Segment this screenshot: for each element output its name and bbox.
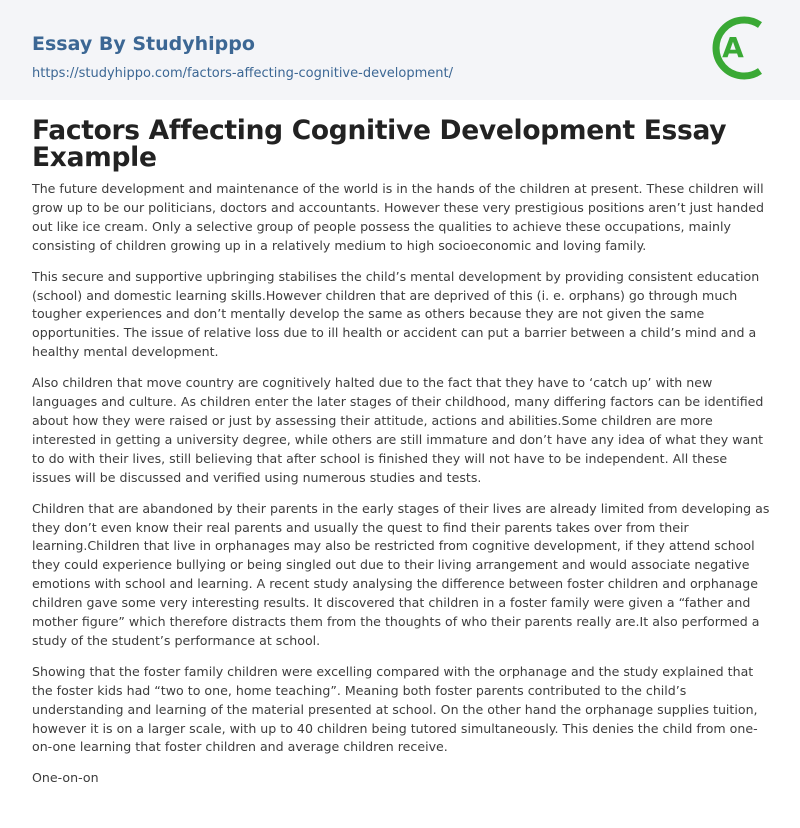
article-title: Factors Affecting Cognitive Development Essay Example: [32, 115, 727, 173]
paragraph: The future development and maintenance of the world is in the hands of the children at present. These children will grow up to be our politicians, doctors and accountants. However these very prestigious positions aren’t just handed out like ice cream. Only a selective group of people possess the qualities to achieve these occupations, mainly consisting of children growing up in a relatively medium to high socioeconomic and loving family.: [32, 181, 764, 253]
paragraph: Showing that the foster family children were excelling compared with the orphanage and the study explained that the foster kids had “two to one, home teaching”. Meaning both foster parents contributed to the child’s understanding and learning of the material presented at school. On the other hand the orphanage supplies tuition, however it is on a larger scale, with up to 40 children being tutored simultaneously. This denies the child from one-on-one learning that foster children and average children receive.: [32, 663, 758, 755]
site-brand[interactable]: Essay By Studyhippo: [32, 33, 255, 55]
paragraph-truncated: One-on-on: [32, 770, 99, 786]
page-url-link[interactable]: https://studyhippo.com/factors-affecting-cognitive-development/: [32, 66, 453, 81]
paragraph: This secure and supportive upbringing stabilises the child’s mental development by providing consistent education (school) and domestic learning skills.However children that are deprived of this (i. e. orphans) go through much tougher experiences and don’t mentally develop the same as others because they are not given the same opportunities. The issue of relative loss due to ill health or accident can put a barrier between a child’s mind and a healthy mental development.: [32, 268, 760, 360]
logo-letter: A: [722, 31, 744, 64]
paragraph: Children that are abandoned by their parents in the early stages of their lives are already limited from developing as they don’t even know their real parents and usually the quest to find their parents takes over from their learning.Children that live in orphanages may also be restricted from cognitive development, if they attend school they could experience bullying or being singled out due to their living arrangement and would associate negative emotions with school and learning. A recent study analysing the difference between foster children and orphanage children gave some very interesting results. It discovered that children in a foster family were given a “father and mother figure” which therefore distracts them from the thoughts of who their parents really are.It also performed a study of the student’s performance at school.: [32, 500, 770, 648]
site-header: [0, 0, 800, 100]
article: [32, 117, 770, 800]
paragraph: Also children that move country are cognitively halted due to the fact that they have to ‘catch up’ with new languages and culture. As children enter the later stages of their childhood, many differing factors can be identified about how they were raised or just by assessing their attitude, actions and abilities.Some children are more interested in getting a university degree, while others are still immature and don’t have any idea of what they want to do with their lives, still believing that after school is finished they will not have to be independent. All these issues will be discussed and verified using numerous studies and tests.: [32, 375, 764, 485]
article-body: [32, 180, 770, 788]
studyhippo-logo-icon[interactable]: [709, 15, 771, 81]
